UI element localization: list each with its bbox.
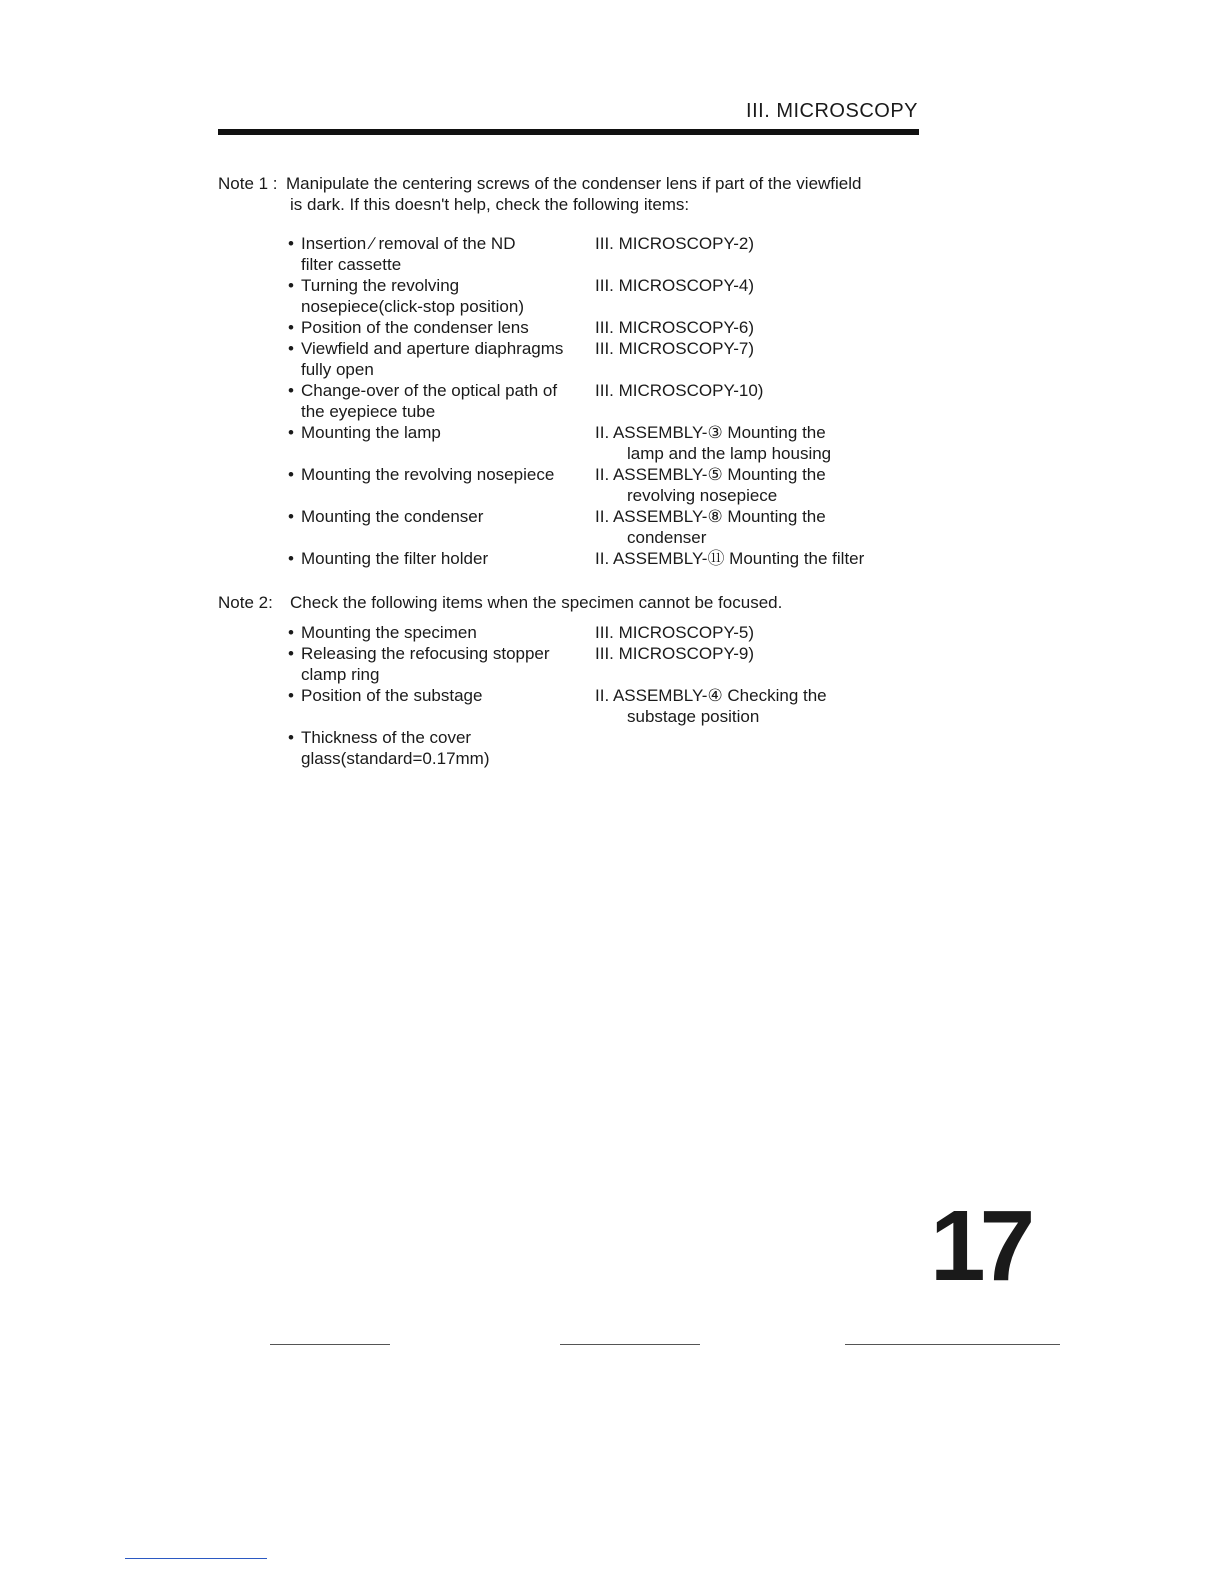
bullet-icon: •	[288, 728, 294, 747]
reference-line: II. ASSEMBLY-④ Checking the	[595, 686, 827, 705]
item-text-line: Change-over of the optical path of	[301, 381, 558, 400]
item-reference	[595, 422, 925, 464]
item-text-line: Mounting the revolving nosepiece	[301, 465, 555, 484]
corner-rule	[125, 1558, 267, 1559]
item-text-line: Mounting the filter holder	[301, 549, 489, 568]
item-description	[287, 422, 587, 443]
list-item	[287, 548, 927, 569]
item-text-line: Mounting the specimen	[301, 623, 477, 642]
reference-line: II. ASSEMBLY-⑪ Mounting the filter	[595, 549, 865, 568]
note-2-item-list	[287, 622, 927, 769]
item-text-line: nosepiece(click-stop position)	[301, 297, 524, 316]
list-item	[287, 380, 927, 422]
item-text-line: Turning the revolving	[301, 276, 460, 295]
item-reference	[595, 548, 925, 569]
reference-line: III. MICROSCOPY-2)	[595, 234, 755, 253]
item-reference	[595, 317, 925, 338]
item-reference	[595, 275, 925, 296]
item-text-line: filter cassette	[301, 255, 402, 274]
item-text-line: fully open	[301, 360, 374, 379]
bullet-icon: •	[288, 423, 294, 442]
reference-line: III. MICROSCOPY-7)	[595, 339, 755, 358]
bullet-icon: •	[288, 318, 294, 337]
item-text-line: Position of the condenser lens	[301, 318, 529, 337]
reference-line: II. ASSEMBLY-⑧ Mounting the	[595, 507, 826, 526]
item-description	[287, 338, 587, 380]
list-item	[287, 685, 927, 727]
reference-line: revolving nosepiece	[627, 486, 778, 505]
item-text-line: clamp ring	[301, 665, 380, 684]
bullet-icon: •	[288, 276, 294, 295]
item-description	[287, 622, 587, 643]
item-text-line: Releasing the refocusing stopper	[301, 644, 550, 663]
bullet-icon: •	[288, 339, 294, 358]
item-text-line: Viewfield and aperture diaphragms	[301, 339, 564, 358]
item-description	[287, 685, 587, 706]
note-2-label: Note 2:	[218, 593, 273, 612]
item-reference	[595, 506, 925, 548]
reference-line: III. MICROSCOPY-4)	[595, 276, 755, 295]
reference-line: lamp and the lamp housing	[627, 444, 832, 463]
note-1-line-2: is dark. If this doesn't help, check the following items:	[290, 195, 690, 214]
list-item	[287, 422, 927, 464]
page-number: 17	[930, 1190, 1030, 1302]
item-text-line: Position of the substage	[301, 686, 483, 705]
bullet-icon: •	[288, 465, 294, 484]
reference-line: III. MICROSCOPY-5)	[595, 623, 755, 642]
item-text-line: Insertion ∕ removal of the ND	[301, 234, 516, 253]
list-item	[287, 643, 927, 685]
reference-line: III. MICROSCOPY-6)	[595, 318, 755, 337]
item-description	[287, 643, 587, 685]
note-1-item-list	[287, 233, 927, 569]
reference-line: III. MICROSCOPY-10)	[595, 381, 764, 400]
bullet-icon: •	[288, 686, 294, 705]
reference-line: condenser	[627, 528, 707, 547]
item-text-line: the eyepiece tube	[301, 402, 436, 421]
note-2-line-1: Check the following items when the specimen cannot be focused.	[290, 593, 783, 612]
note-1-label: Note 1 :	[218, 174, 278, 193]
reference-line: substage position	[627, 707, 760, 726]
bullet-icon: •	[288, 623, 294, 642]
item-reference	[595, 643, 925, 664]
item-text-line: Mounting the condenser	[301, 507, 484, 526]
item-reference	[595, 685, 925, 727]
reference-line: II. ASSEMBLY-③ Mounting the	[595, 423, 826, 442]
bullet-icon: •	[288, 381, 294, 400]
bullet-icon: •	[288, 234, 294, 253]
item-description	[287, 317, 587, 338]
list-item	[287, 317, 927, 338]
list-item	[287, 464, 927, 506]
item-reference	[595, 380, 925, 401]
item-reference	[595, 622, 925, 643]
list-item	[287, 727, 927, 769]
reference-line: III. MICROSCOPY-9)	[595, 644, 755, 663]
footer-rule	[560, 1344, 700, 1345]
item-text-line: Mounting the lamp	[301, 423, 441, 442]
item-description	[287, 727, 587, 769]
list-item	[287, 233, 927, 275]
item-text-line: glass(standard=0.17mm)	[301, 749, 490, 768]
list-item	[287, 275, 927, 317]
item-description	[287, 380, 587, 422]
item-description	[287, 548, 587, 569]
item-description	[287, 464, 587, 485]
note-1-line-1: Manipulate the centering screws of the condenser lens if part of the viewfield	[286, 174, 862, 193]
list-item	[287, 622, 927, 643]
list-item	[287, 506, 927, 548]
footer-rule	[270, 1344, 390, 1345]
item-reference	[595, 464, 925, 506]
reference-line: II. ASSEMBLY-⑤ Mounting the	[595, 465, 826, 484]
footer-rule	[845, 1344, 1060, 1345]
item-text-line: Thickness of the cover	[301, 728, 472, 747]
item-description	[287, 275, 587, 317]
item-reference	[595, 338, 925, 359]
bullet-icon: •	[288, 507, 294, 526]
bullet-icon: •	[288, 549, 294, 568]
bullet-icon: •	[288, 644, 294, 663]
header-rule	[218, 129, 919, 135]
section-header: III. MICROSCOPY	[746, 100, 918, 122]
item-description	[287, 506, 587, 527]
item-description	[287, 233, 587, 275]
item-reference	[595, 233, 925, 254]
list-item	[287, 338, 927, 380]
